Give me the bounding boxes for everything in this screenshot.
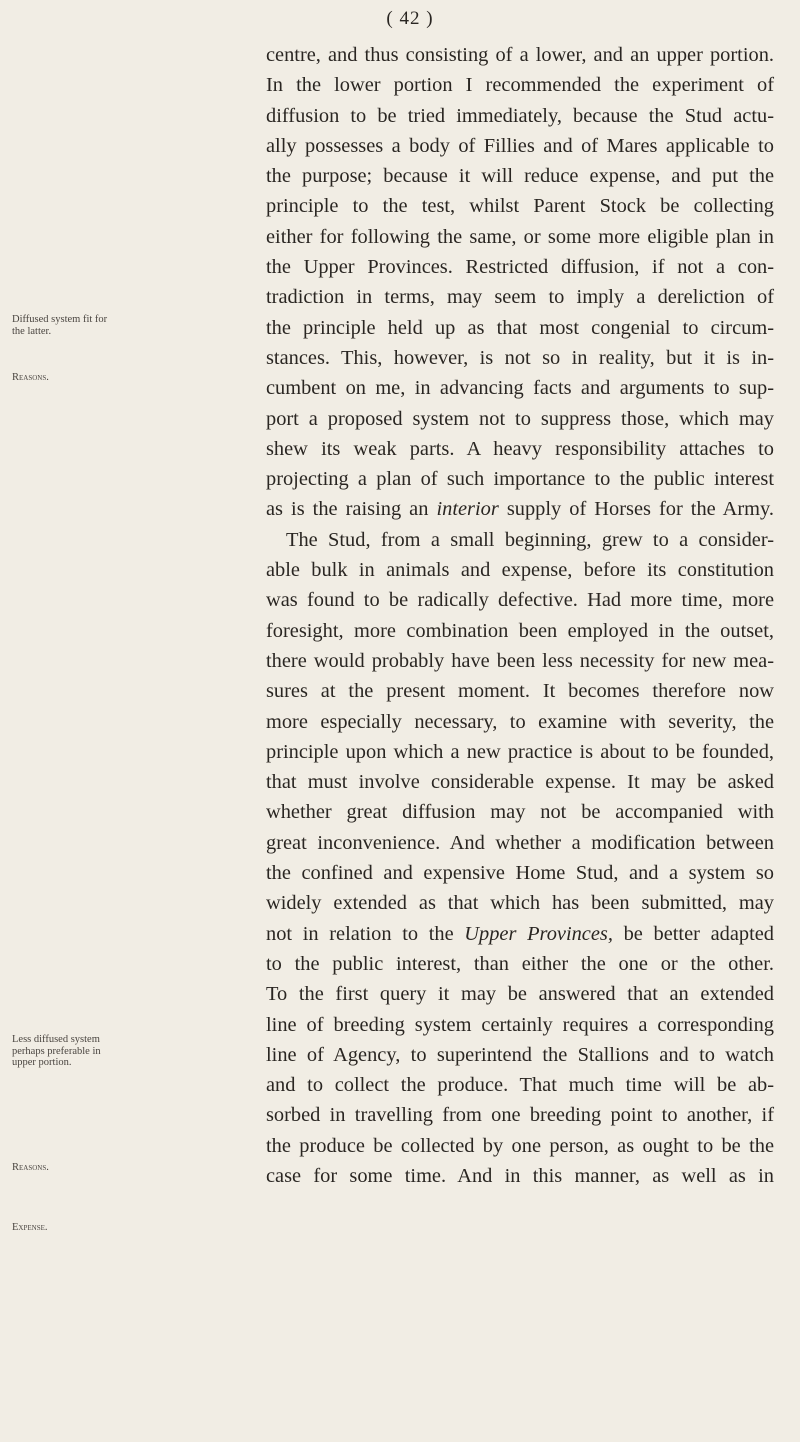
text-line: To the first query it may be answered that an extended — [266, 983, 774, 1006]
text-line — [266, 494, 774, 524]
text-line: the Upper Provinces. Restricted diffusion, if not a con- — [266, 256, 774, 279]
text-segment: as is the raising an — [266, 498, 437, 521]
text-line: the confined and expensive Home Stud, and a system so — [266, 862, 774, 885]
text-line: the principle held up as that most congenial to circum- — [266, 316, 774, 339]
text-line: In the lower portion I recommended the experiment of — [266, 74, 774, 97]
text-line — [266, 919, 774, 949]
text-line: widely extended as that which has been submitted, may — [266, 892, 774, 915]
text-line: sorbed in travelling from one breeding point to another, if — [266, 1104, 774, 1127]
text-line: that must involve considerable expense. It may be asked — [266, 771, 774, 794]
text-line: whether great diffusion may not be accompanied with — [266, 801, 774, 824]
text-line: the purpose; because it will reduce expense, and put the — [266, 165, 774, 188]
text-line: shew its weak parts. A heavy responsibility attaches to — [266, 437, 774, 460]
text-segment: supply of Horses for the Army. — [498, 498, 774, 521]
text-line: cumbent on me, in advancing facts and arguments to sup- — [266, 377, 774, 400]
sidenote-reasons-2: Reasons. — [12, 1162, 49, 1173]
text-line: projecting a plan of such importance to the public interest — [266, 468, 774, 491]
text-line: either for following the same, or some more eligible plan in — [266, 225, 774, 248]
text-line: diffusion to be tried immediately, because the Stud actu- — [266, 104, 774, 127]
text-line: the produce be collected by one person, as ought to be the — [266, 1134, 774, 1157]
text-line: stances. This, however, is not so in reality, but it is in- — [266, 346, 774, 369]
text-line: to the public interest, than either the one or the other. — [266, 952, 774, 975]
emphasis-upper-provinces: Upper Provinces, — [464, 922, 613, 945]
text-line: there would probably have been less necessity for new mea- — [266, 649, 774, 672]
text-line: foresight, more combination been employed in the outset, — [266, 619, 774, 642]
text-line: The Stud, from a small beginning, grew to a consider- — [286, 528, 774, 551]
text-line: line of Agency, to superintend the Stallions and to watch — [266, 1043, 774, 1066]
text-line: centre, and thus consisting of a lower, and an upper portion. — [266, 44, 774, 66]
sidenote-reasons: Reasons. — [12, 372, 49, 383]
text-line: port a proposed system not to suppress those, which may — [266, 407, 774, 430]
page-number: ( 42 ) — [386, 8, 434, 29]
text-line: more especially necessary, to examine with severity, the — [266, 710, 774, 733]
text-line: principle upon which a new practice is about to be founded, — [266, 740, 774, 763]
body-text — [266, 40, 774, 1191]
text-line: line of breeding system certainly requires a corresponding — [266, 1013, 774, 1036]
sidenote-expense: Expense. — [12, 1222, 48, 1233]
text-line: and to collect the produce. That much time will be ab- — [266, 1074, 774, 1097]
text-line: was found to be radically defective. Had more time, more — [266, 589, 774, 612]
text-segment: not in relation to the — [266, 922, 465, 945]
sidenote-diffused-system: Diffused system fit for the latter. — [12, 314, 108, 337]
text-line: tradiction in terms, may seem to imply a dereliction of — [266, 286, 774, 309]
text-line: great inconvenience. And whether a modification between — [266, 831, 774, 854]
text-line: case for some time. And in this manner, as well as in — [266, 1164, 774, 1187]
emphasis-interior: interior — [436, 498, 499, 521]
text-line: ally possesses a body of Fillies and of Mares applicable to — [266, 134, 774, 157]
text-line: able bulk in animals and expense, before its constitution — [266, 559, 774, 582]
text-line: principle to the test, whilst Parent Stock be collecting — [266, 195, 774, 218]
text-segment: be better adapted — [612, 922, 774, 945]
text-line: sures at the present moment. It becomes therefore now — [266, 680, 774, 703]
sidenote-less-diffused-system: Less diffused system perhaps preferable in upper portion. — [12, 1034, 101, 1068]
